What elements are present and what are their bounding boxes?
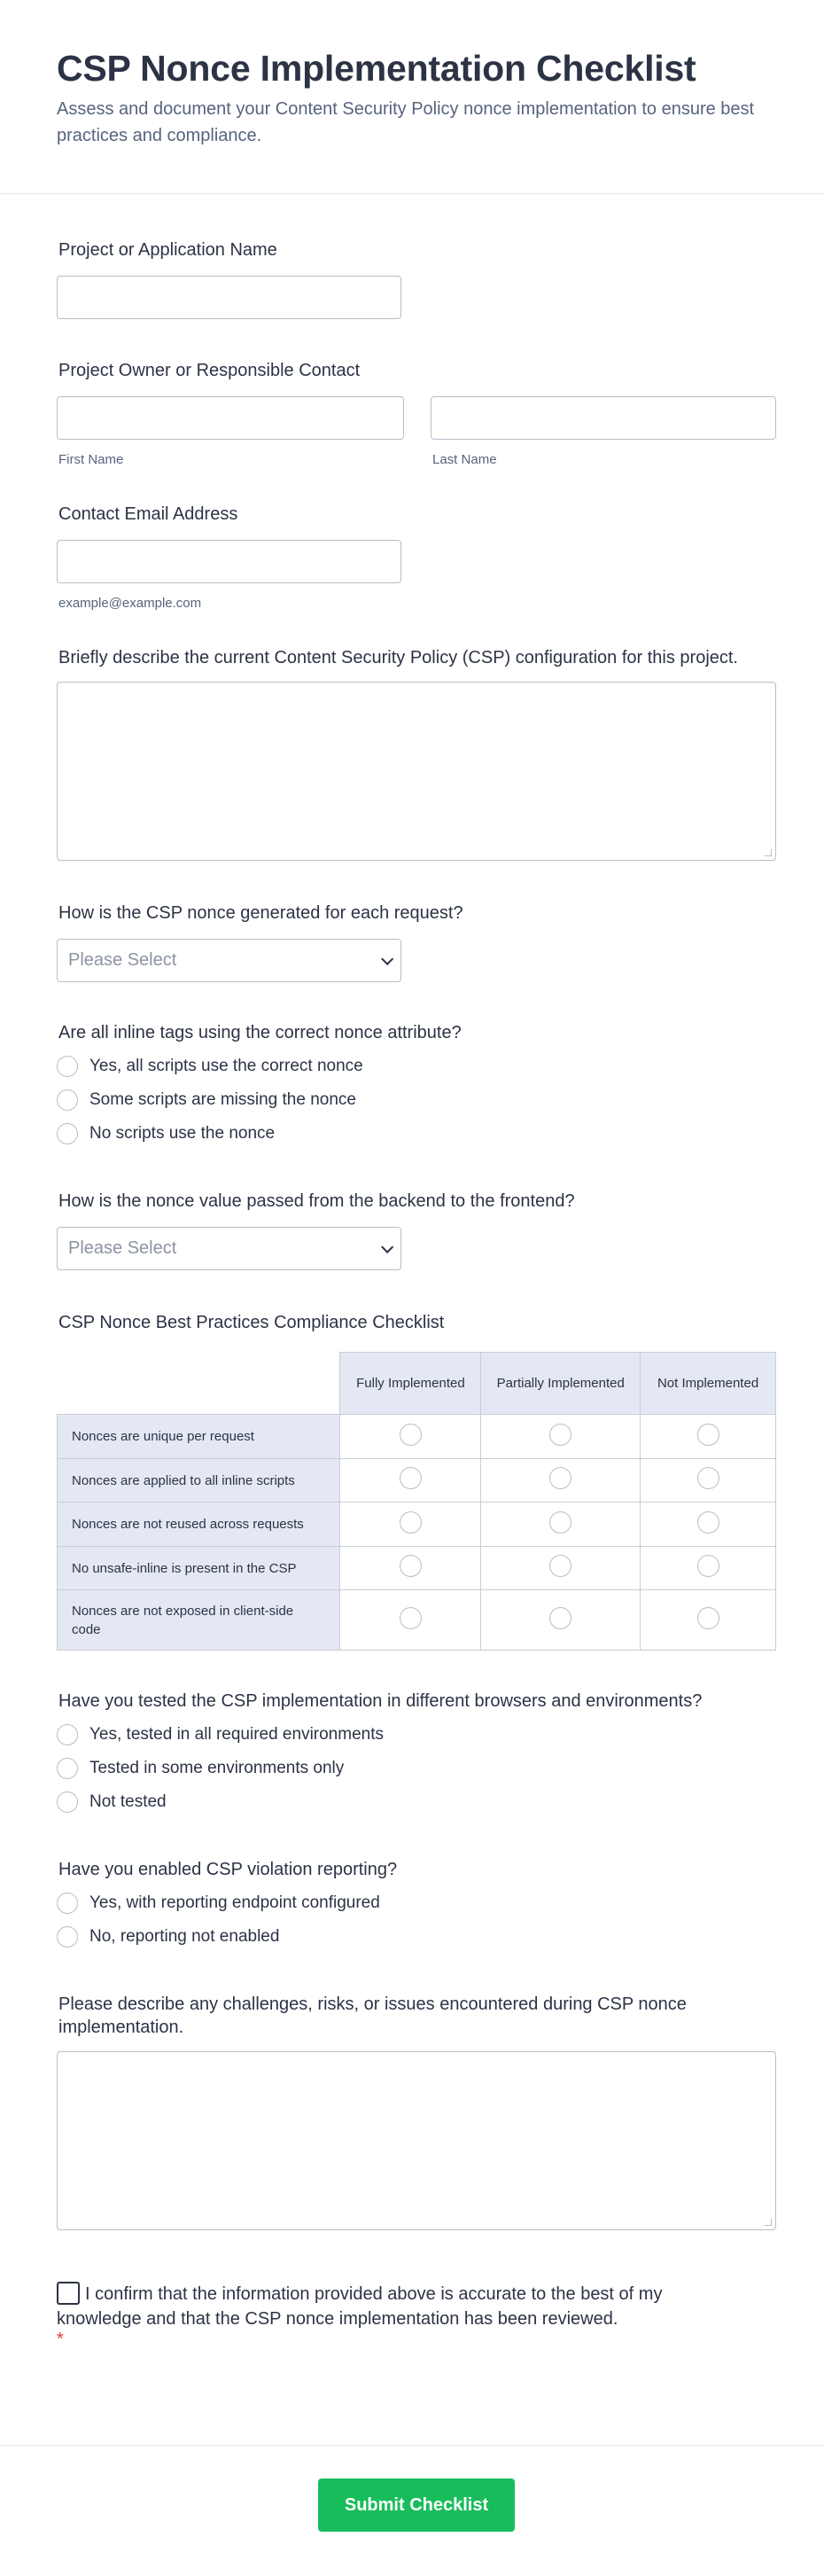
violation-reporting-option[interactable] <box>57 1920 776 1954</box>
radio-label: Not tested <box>89 1792 167 1811</box>
nonce-generation-select[interactable] <box>57 939 401 982</box>
resize-grip-icon[interactable] <box>765 2219 772 2226</box>
inline-tags-option[interactable] <box>57 1050 776 1083</box>
project-name-label: Project or Application Name <box>58 240 277 260</box>
matrix-radio[interactable] <box>549 1424 571 1446</box>
compliance-matrix <box>57 1352 776 1651</box>
radio-label: Yes, with reporting endpoint configured <box>89 1893 380 1912</box>
nonce-generation-selected: Please Select <box>68 950 177 970</box>
matrix-column-header: Not Implemented <box>641 1353 776 1415</box>
last-name-input[interactable] <box>431 396 776 440</box>
form-footer <box>0 2445 824 2576</box>
nonce-passing-selected: Please Select <box>68 1238 177 1258</box>
matrix-radio[interactable] <box>400 1467 422 1489</box>
matrix-corner <box>58 1353 340 1415</box>
matrix-row-label: Nonces are not exposed in client-side code <box>58 1590 340 1651</box>
resize-grip-icon[interactable] <box>765 849 772 856</box>
matrix-row-label: Nonces are not reused across requests <box>58 1503 340 1547</box>
chevron-down-icon <box>381 952 393 964</box>
page-subtitle: Assess and document your Content Security Policy nonce implementation to ensure best practices and compliance. <box>57 99 755 145</box>
submit-button[interactable]: Submit Checklist <box>318 2478 515 2532</box>
email-input[interactable] <box>57 540 401 583</box>
challenges-label: Please describe any challenges, risks, or issues encountered during CSP nonce implementation. <box>58 1994 687 2037</box>
browser-testing-option[interactable] <box>57 1718 776 1752</box>
radio-button[interactable] <box>57 1089 78 1111</box>
question-violation-reporting <box>57 1858 776 1954</box>
first-name-input[interactable] <box>57 396 404 440</box>
form-body <box>0 238 824 2347</box>
matrix-radio[interactable] <box>400 1511 422 1534</box>
browser-testing-option[interactable] <box>57 1785 776 1819</box>
form-header <box>0 0 824 194</box>
radio-label: Tested in some environments only <box>89 1759 345 1777</box>
radio-button[interactable] <box>57 1123 78 1144</box>
radio-button[interactable] <box>57 1724 78 1745</box>
email-label: Contact Email Address <box>58 504 238 524</box>
confirm-row[interactable] <box>57 2282 704 2331</box>
matrix-row <box>58 1590 776 1651</box>
question-browser-testing <box>57 1690 776 1819</box>
matrix-label: CSP Nonce Best Practices Compliance Checklist <box>58 1313 445 1332</box>
matrix-radio[interactable] <box>697 1467 719 1489</box>
matrix-row-label: No unsafe-inline is present in the CSP <box>58 1547 340 1590</box>
matrix-radio[interactable] <box>697 1607 719 1629</box>
nonce-generation-label: How is the CSP nonce generated for each request? <box>58 903 463 923</box>
required-asterisk: * <box>57 2330 64 2349</box>
matrix-radio[interactable] <box>549 1607 571 1629</box>
nonce-passing-select[interactable] <box>57 1227 401 1270</box>
matrix-row <box>58 1503 776 1547</box>
matrix-row <box>58 1459 776 1503</box>
project-name-input[interactable] <box>57 276 401 319</box>
matrix-radio[interactable] <box>400 1555 422 1577</box>
radio-button[interactable] <box>57 1926 78 1948</box>
matrix-row-label: Nonces are unique per request <box>58 1415 340 1459</box>
inline-tags-option[interactable] <box>57 1083 776 1117</box>
question-inline-tags <box>57 1021 776 1151</box>
matrix-radio[interactable] <box>697 1424 719 1446</box>
radio-label: No, reporting not enabled <box>89 1927 280 1946</box>
matrix-radio[interactable] <box>697 1511 719 1534</box>
question-nonce-generation <box>57 902 776 982</box>
matrix-radio[interactable] <box>400 1424 422 1446</box>
matrix-row <box>58 1415 776 1459</box>
radio-button[interactable] <box>57 1758 78 1779</box>
question-owner <box>57 359 776 467</box>
inline-tags-option[interactable] <box>57 1117 776 1151</box>
question-confirm <box>57 2282 704 2347</box>
first-name-sublabel: First Name <box>58 452 124 467</box>
browser-testing-option[interactable] <box>57 1752 776 1785</box>
confirm-checkbox[interactable] <box>57 2282 80 2305</box>
owner-label: Project Owner or Responsible Contact <box>58 361 361 380</box>
violation-reporting-label: Have you enabled CSP violation reporting? <box>58 1860 398 1879</box>
matrix-radio[interactable] <box>549 1555 571 1577</box>
matrix-radio[interactable] <box>400 1607 422 1629</box>
radio-label: Yes, all scripts use the correct nonce <box>89 1057 363 1075</box>
browser-testing-label: Have you tested the CSP implementation in different browsers and environments? <box>58 1691 703 1711</box>
confirm-text: I confirm that the information provided above is accurate to the best of my knowledge and that the CSP nonce implementation has been reviewed. <box>57 2284 663 2329</box>
page-title: CSP Nonce Implementation Checklist <box>57 48 696 89</box>
matrix-column-header: Partially Implemented <box>481 1353 641 1415</box>
matrix-radio[interactable] <box>697 1555 719 1577</box>
csp-config-label: Briefly describe the current Content Security Policy (CSP) configuration for this project. <box>58 648 738 667</box>
question-nonce-passing <box>57 1190 776 1270</box>
email-sublabel: example@example.com <box>58 596 202 611</box>
nonce-passing-label: How is the nonce value passed from the backend to the frontend? <box>58 1191 575 1211</box>
matrix-radio[interactable] <box>549 1511 571 1534</box>
csp-config-textarea[interactable] <box>57 682 776 861</box>
radio-label: Some scripts are missing the nonce <box>89 1090 356 1109</box>
matrix-radio[interactable] <box>549 1467 571 1489</box>
question-email <box>57 503 776 611</box>
matrix-row-label: Nonces are applied to all inline scripts <box>58 1459 340 1503</box>
matrix-row <box>58 1547 776 1590</box>
chevron-down-icon <box>381 1240 393 1253</box>
question-project-name <box>57 238 776 319</box>
violation-reporting-option[interactable] <box>57 1886 776 1920</box>
question-challenges <box>57 1993 776 2230</box>
radio-button[interactable] <box>57 1893 78 1914</box>
question-csp-config <box>57 646 776 861</box>
inline-tags-label: Are all inline tags using the correct nonce attribute? <box>58 1023 462 1042</box>
radio-button[interactable] <box>57 1791 78 1813</box>
last-name-sublabel: Last Name <box>432 452 497 467</box>
matrix-column-header: Fully Implemented <box>340 1353 481 1415</box>
radio-button[interactable] <box>57 1056 78 1077</box>
question-compliance-matrix <box>57 1311 776 1651</box>
radio-label: Yes, tested in all required environments <box>89 1725 384 1744</box>
radio-label: No scripts use the nonce <box>89 1124 276 1143</box>
challenges-textarea[interactable] <box>57 2051 776 2230</box>
